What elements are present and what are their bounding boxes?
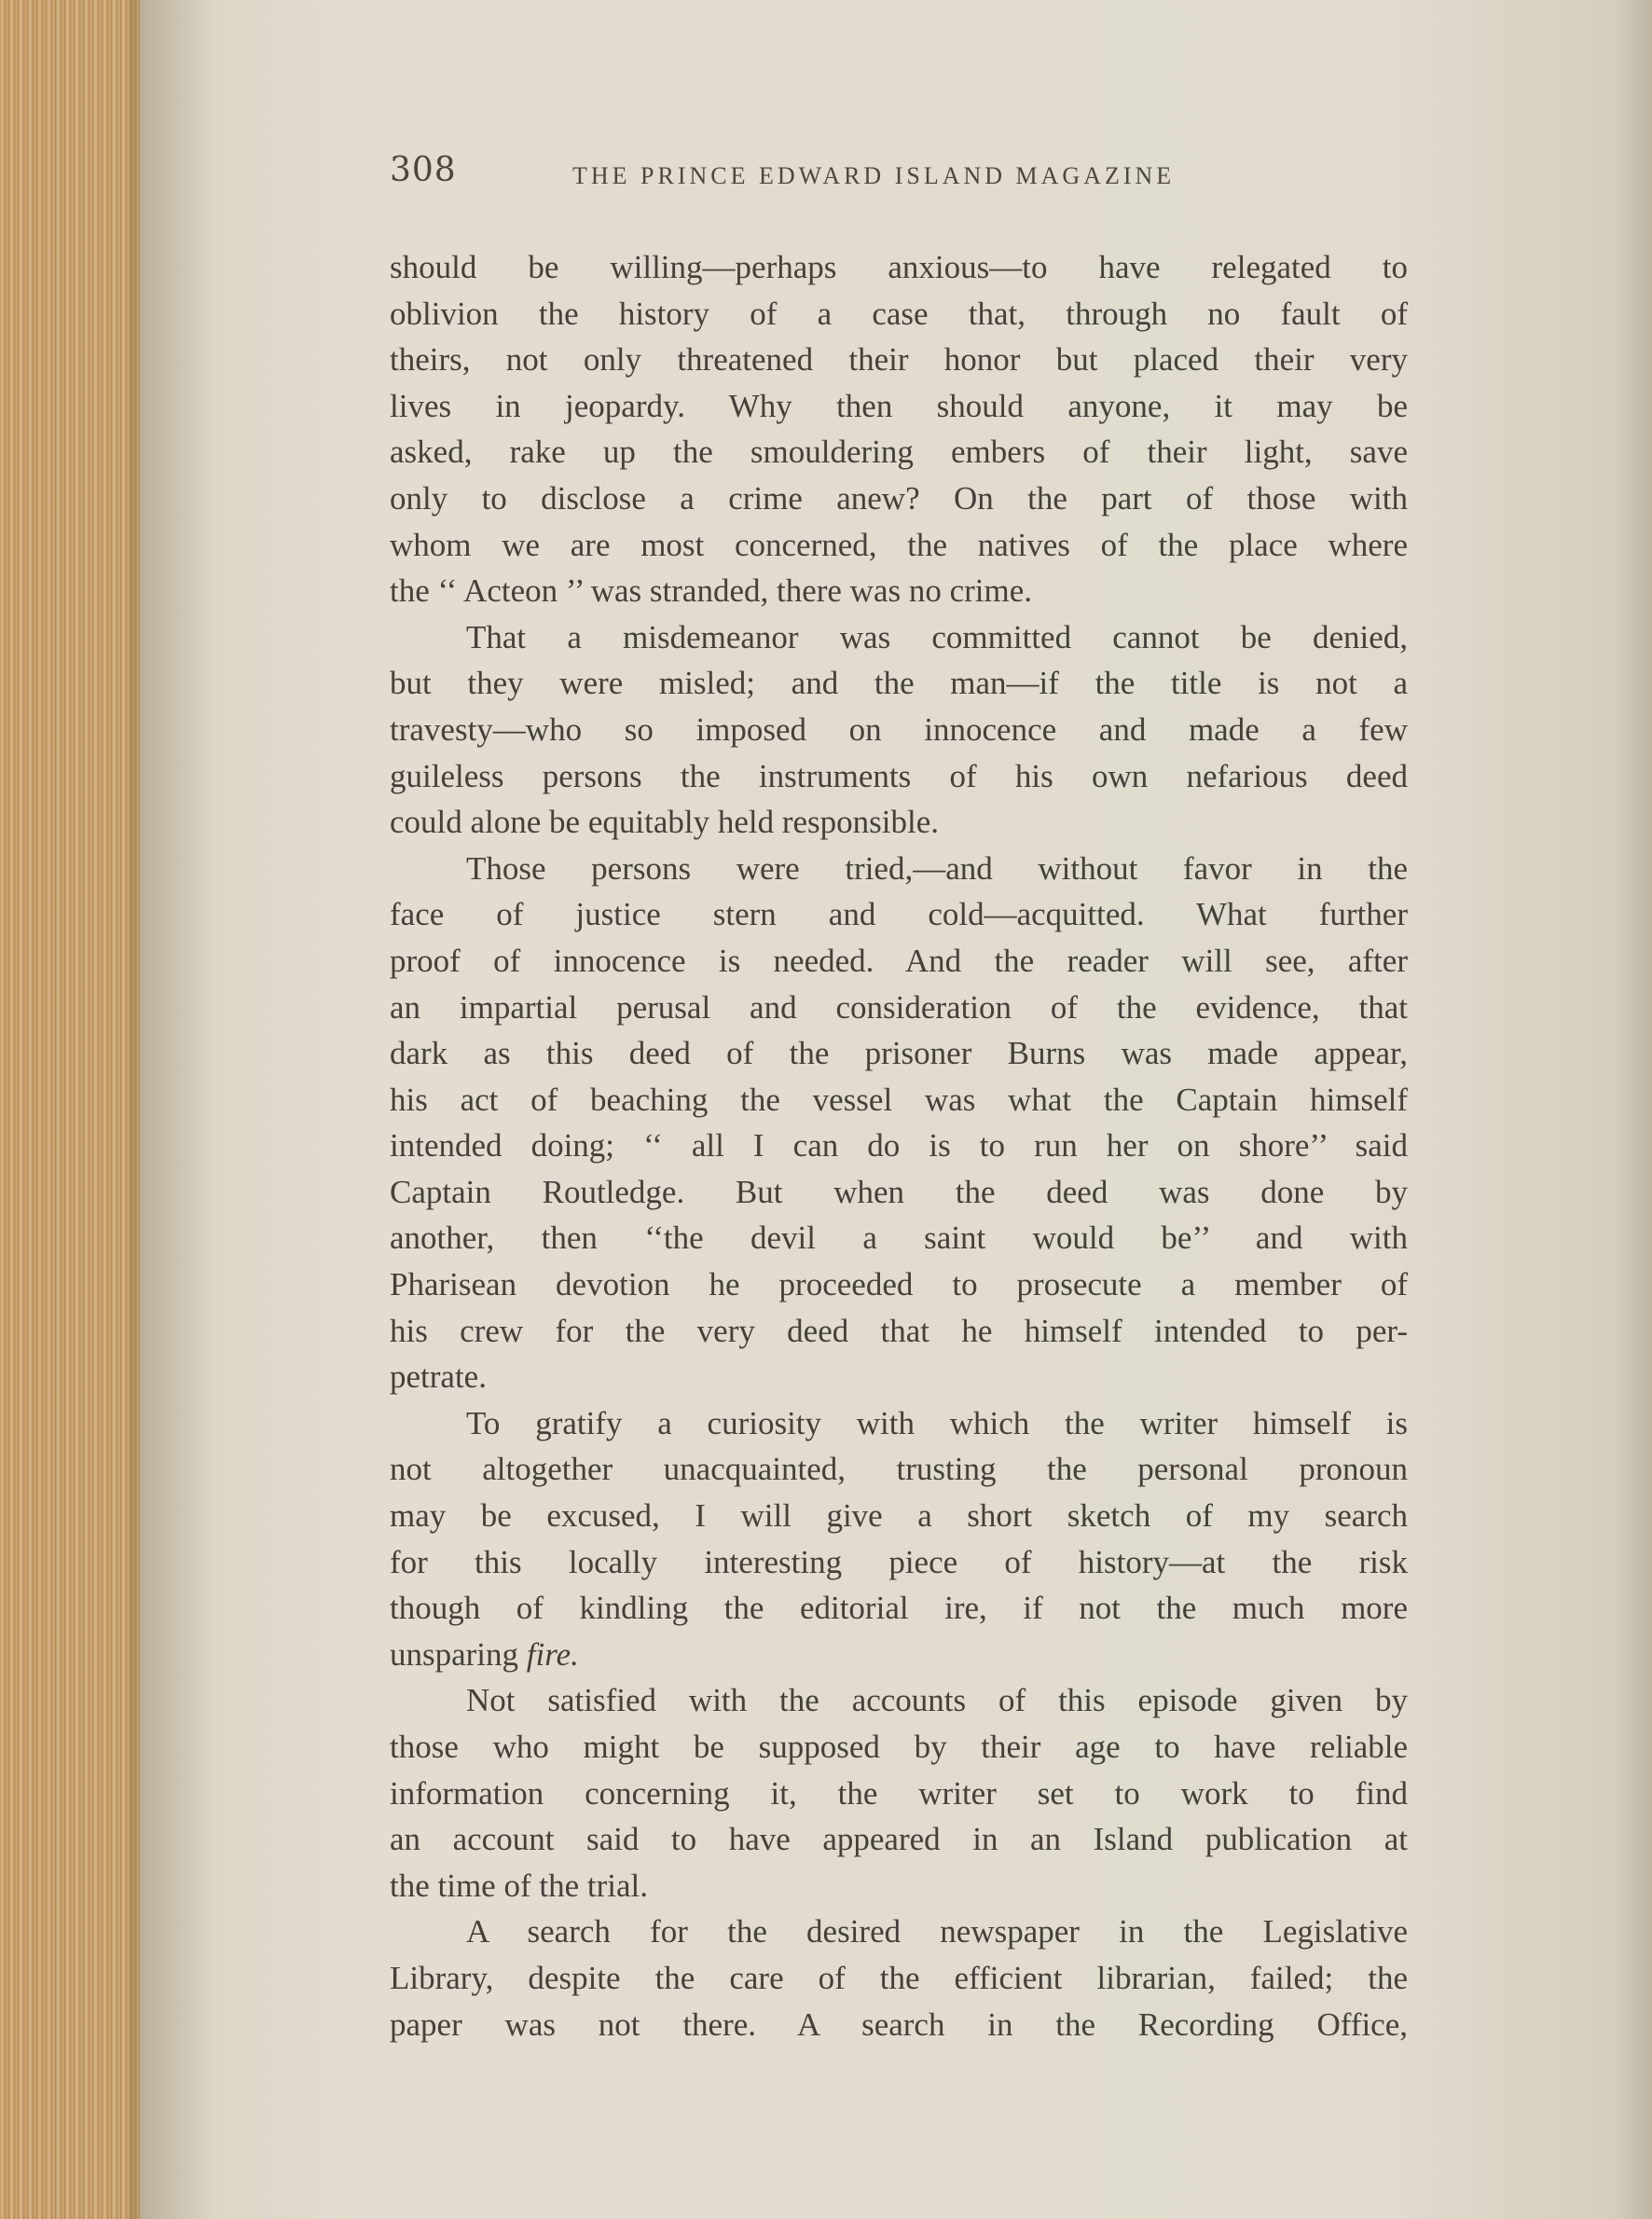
text-line: may be excused, I will give a short sketch of my search [390, 1497, 1408, 1535]
text-line: Captain Routledge. But when the deed was done by [390, 1173, 1408, 1210]
text-line: dark as this deed of the prisoner Burns was made appear, [390, 1035, 1408, 1072]
text-line: an account said to have appeared in an Island publication at [390, 1821, 1408, 1858]
text-fragment: unsparing [390, 1635, 519, 1673]
text-line: asked, rake up the smouldering embers of their light, save [390, 434, 1408, 471]
text-line: his act of beaching the vessel was what the Captain himself [390, 1081, 1408, 1118]
text-line: should be willing—perhaps anxious—to have relegated to [390, 249, 1408, 285]
text-line: proof of innocence is needed. And the reader will see, after [390, 942, 1408, 979]
text-line: Those persons were tried,—and without favor in the [466, 849, 1408, 887]
text-line: only to disclose a crime anew? On the part of those with [390, 479, 1408, 517]
italic-word: fire. [526, 1635, 579, 1673]
text-line: the ‘‘ Acteon ’’ was stranded, there was no crime. [390, 572, 1033, 610]
text-line: intended doing; ‘‘ all I can do is to run her on shore’’ said [390, 1127, 1408, 1165]
body-text [390, 244, 1408, 2047]
running-title: THE PRINCE EDWARD ISLAND MAGAZINE [572, 162, 1176, 189]
text-line: information concerning it, the writer set to work to find [390, 1774, 1408, 1812]
right-edge-shadow [1615, 0, 1652, 2219]
page-number: 308 [390, 151, 457, 189]
text-line: paper was not there. A search in the Recording Office, [390, 2005, 1408, 2043]
text-line [390, 1632, 1408, 1678]
text-line: Library, despite the care of the efficient librarian, failed; the [390, 1959, 1408, 1996]
text-line: his crew for the very deed that he himself intended to per- [390, 1312, 1408, 1349]
text-line: for this locally interesting piece of history—at the risk [390, 1543, 1408, 1580]
page-header [390, 151, 1397, 207]
text-line: oblivion the history of a case that, through no fault of [390, 295, 1408, 332]
text-line: the time of the trial. [390, 1867, 648, 1904]
text-line: though of kindling the editorial ire, if not the much more [390, 1590, 1408, 1627]
text-line: guileless persons the instruments of his own nefarious deed [390, 757, 1408, 794]
text-line: To gratify a curiosity with which the writer himself is [466, 1404, 1408, 1441]
text-line: another, then ‘‘the devil a saint would be’’ and with [390, 1220, 1408, 1257]
text-line: Not satisfied with the accounts of this episode given by [466, 1682, 1408, 1719]
text-line: an impartial perusal and consideration of the evidence, that [390, 988, 1408, 1026]
text-line: those who might be supposed by their age to have reliable [390, 1729, 1408, 1765]
text-line: lives in jeopardy. Why then should anyone, it may be [390, 387, 1408, 424]
text-line: travesty—who so imposed on innocence and made a few [390, 710, 1408, 748]
text-line: but they were misled; and the man—if the title is not a [390, 665, 1408, 702]
text-line: petrate. [390, 1358, 487, 1396]
text-line: A search for the desired newspaper in the Legislative [466, 1913, 1408, 1950]
text-line: whom we are most concerned, the natives of the place where [390, 526, 1408, 563]
text-line: theirs, not only threatened their honor but placed their very [390, 341, 1408, 379]
text-line: could alone be equitably held responsible. [390, 804, 940, 841]
text-line: not altogether unacquainted, trusting the personal pronoun [390, 1451, 1408, 1488]
text-line: Pharisean devotion he proceeded to prosecute a member of [390, 1266, 1408, 1303]
gutter-shadow [140, 0, 214, 2219]
text-line: face of justice stern and cold—acquitted. What further [390, 896, 1408, 933]
book-page-edges [0, 0, 140, 2219]
text-line: That a misdemeanor was committed cannot be denied, [466, 618, 1408, 655]
